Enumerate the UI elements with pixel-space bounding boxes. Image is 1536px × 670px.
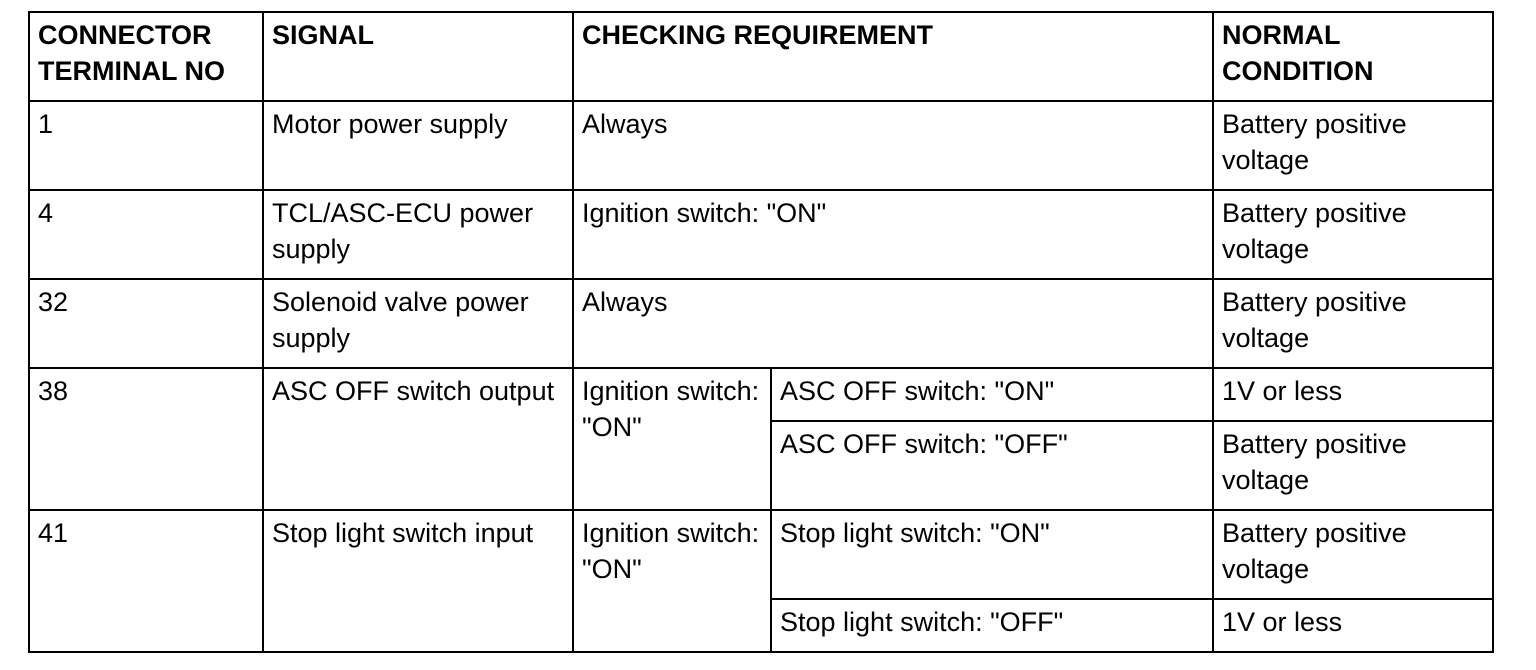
table-row bbox=[29, 190, 1493, 279]
checking-requirement-cell: Always bbox=[573, 101, 1213, 190]
table-row bbox=[29, 510, 1493, 599]
checking-requirement-cell: Ignition switch: "ON" bbox=[573, 190, 1213, 279]
signal-cell: Solenoid valve power supply bbox=[263, 279, 573, 368]
signal-cell: Motor power supply bbox=[263, 101, 573, 190]
terminal-number: 1 bbox=[29, 101, 263, 190]
sub-condition-cell: Stop light switch: "ON" bbox=[771, 510, 1213, 599]
signal-cell: Stop light switch input bbox=[263, 510, 573, 652]
header-checking-requirement: CHECKING REQUIREMENT bbox=[573, 12, 1213, 101]
header-normal-condition: NORMAL CONDITION bbox=[1213, 12, 1493, 101]
terminal-number: 38 bbox=[29, 368, 263, 510]
table-row bbox=[29, 101, 1493, 190]
normal-condition-cell: 1V or less bbox=[1213, 368, 1493, 421]
sub-condition-cell: ASC OFF switch: "OFF" bbox=[771, 421, 1213, 510]
header-connector-terminal-no: CONNECTOR TERMINAL NO bbox=[29, 12, 263, 101]
connector-terminal-table bbox=[28, 11, 1494, 653]
header-signal: SIGNAL bbox=[263, 12, 573, 101]
table-row bbox=[29, 279, 1493, 368]
normal-condition-cell: 1V or less bbox=[1213, 599, 1493, 652]
signal-cell: ASC OFF switch output bbox=[263, 368, 573, 510]
terminal-number: 4 bbox=[29, 190, 263, 279]
terminal-number: 32 bbox=[29, 279, 263, 368]
normal-condition-cell: Battery positive voltage bbox=[1213, 421, 1493, 510]
table-row bbox=[29, 368, 1493, 421]
table-header-row bbox=[29, 12, 1493, 101]
sub-condition-cell: Stop light switch: "OFF" bbox=[771, 599, 1213, 652]
checking-requirement-cell: Ignition switch: "ON" bbox=[573, 368, 771, 510]
normal-condition-cell: Battery positive voltage bbox=[1213, 101, 1493, 190]
normal-condition-cell: Battery positive voltage bbox=[1213, 279, 1493, 368]
normal-condition-cell: Battery positive voltage bbox=[1213, 510, 1493, 599]
checking-requirement-cell: Always bbox=[573, 279, 1213, 368]
sub-condition-cell: ASC OFF switch: "ON" bbox=[771, 368, 1213, 421]
checking-requirement-cell: Ignition switch: "ON" bbox=[573, 510, 771, 652]
terminal-number: 41 bbox=[29, 510, 263, 652]
signal-cell: TCL/ASC-ECU power supply bbox=[263, 190, 573, 279]
normal-condition-cell: Battery positive voltage bbox=[1213, 190, 1493, 279]
